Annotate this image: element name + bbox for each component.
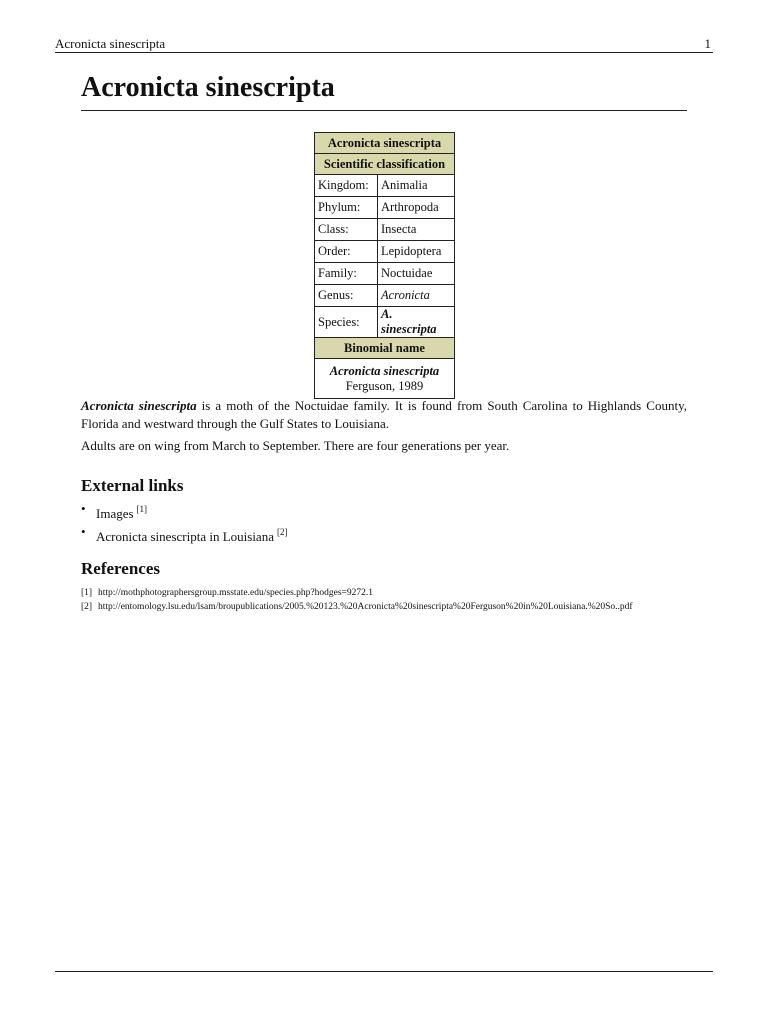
rank-label: Class: (315, 219, 378, 241)
rank-value[interactable]: Animalia (378, 175, 455, 197)
genus-name: Acronicta (381, 288, 430, 302)
rank-label: Species: (315, 307, 378, 338)
bullet: • (81, 501, 86, 516)
taxobox-row (315, 263, 455, 285)
binomial-authority: Ferguson, 1989 (345, 378, 424, 393)
rank-label: Phylum: (315, 197, 378, 219)
binomial-cell (315, 359, 455, 399)
classification-header: Scientific classification (315, 154, 455, 175)
rank-value[interactable]: Lepidoptera (378, 241, 455, 263)
footer-rule (55, 971, 713, 972)
reference-number: [1] (81, 588, 93, 598)
list-item (81, 523, 287, 546)
page-number: 1 (704, 36, 711, 51)
list-item (81, 500, 287, 523)
reference-url[interactable]: http://mothphotographersgroup.msstate.edu/species.php?hodges=9272.1 (98, 588, 374, 598)
rank-value[interactable]: Noctuidae (378, 263, 455, 285)
external-links-heading: External links (81, 476, 184, 495)
references-heading: References (81, 559, 160, 578)
intro-text: is a moth of the Noctuidae family. It is found from South Carolina to Highlands County, Florida and westward through the Gulf States to Louisiana. (81, 398, 687, 431)
rank-label: Kingdom: (315, 175, 378, 197)
footnote-ref[interactable]: [2] (276, 527, 288, 537)
rank-label: Genus: (315, 285, 378, 307)
rank-label: Order: (315, 241, 378, 263)
taxobox (314, 132, 455, 399)
binomial-header: Binomial name (315, 338, 455, 359)
page-title: Acronicta sinescripta (81, 70, 687, 111)
taxobox-row (315, 175, 455, 197)
rank-label: Family: (315, 263, 378, 285)
intro-paragraph (81, 397, 687, 433)
taxobox-row (315, 285, 455, 307)
rank-value[interactable]: Insecta (378, 219, 455, 241)
reference-number: [2] (81, 602, 93, 612)
external-link-images[interactable]: Images (96, 506, 134, 521)
binomial-name: Acronicta sinescripta (329, 363, 440, 378)
reference-url[interactable]: http://entomology.lsu.edu/lsam/broupublications/2005.%20123.%20Acronicta%20sinescripta%20Ferguson%20in%20Louisiana.%20So..pdf (98, 602, 633, 612)
rank-value (378, 307, 455, 338)
references-list (81, 586, 687, 614)
taxobox-title: Acronicta sinescripta (315, 133, 455, 154)
taxobox-row (315, 219, 455, 241)
taxobox-row (315, 197, 455, 219)
running-head-title: Acronicta sinescripta (55, 36, 166, 51)
rank-value[interactable]: Arthropoda (378, 197, 455, 219)
flight-period-paragraph: Adults are on wing from March to September. There are four generations per year. (81, 438, 510, 453)
reference-item (81, 600, 687, 614)
intro-term: Acronicta sinescripta (81, 398, 197, 413)
rank-value[interactable] (378, 285, 455, 307)
taxobox-row (315, 307, 455, 338)
running-head (55, 36, 713, 53)
reference-item (81, 586, 687, 600)
external-link-louisiana[interactable]: Acronicta sinescripta in Louisiana (96, 529, 274, 544)
species-name: A. sinescripta (381, 307, 437, 336)
footnote-ref[interactable]: [1] (136, 504, 148, 514)
bullet: • (81, 524, 86, 539)
taxobox-row (315, 241, 455, 263)
external-links-list (81, 500, 287, 546)
